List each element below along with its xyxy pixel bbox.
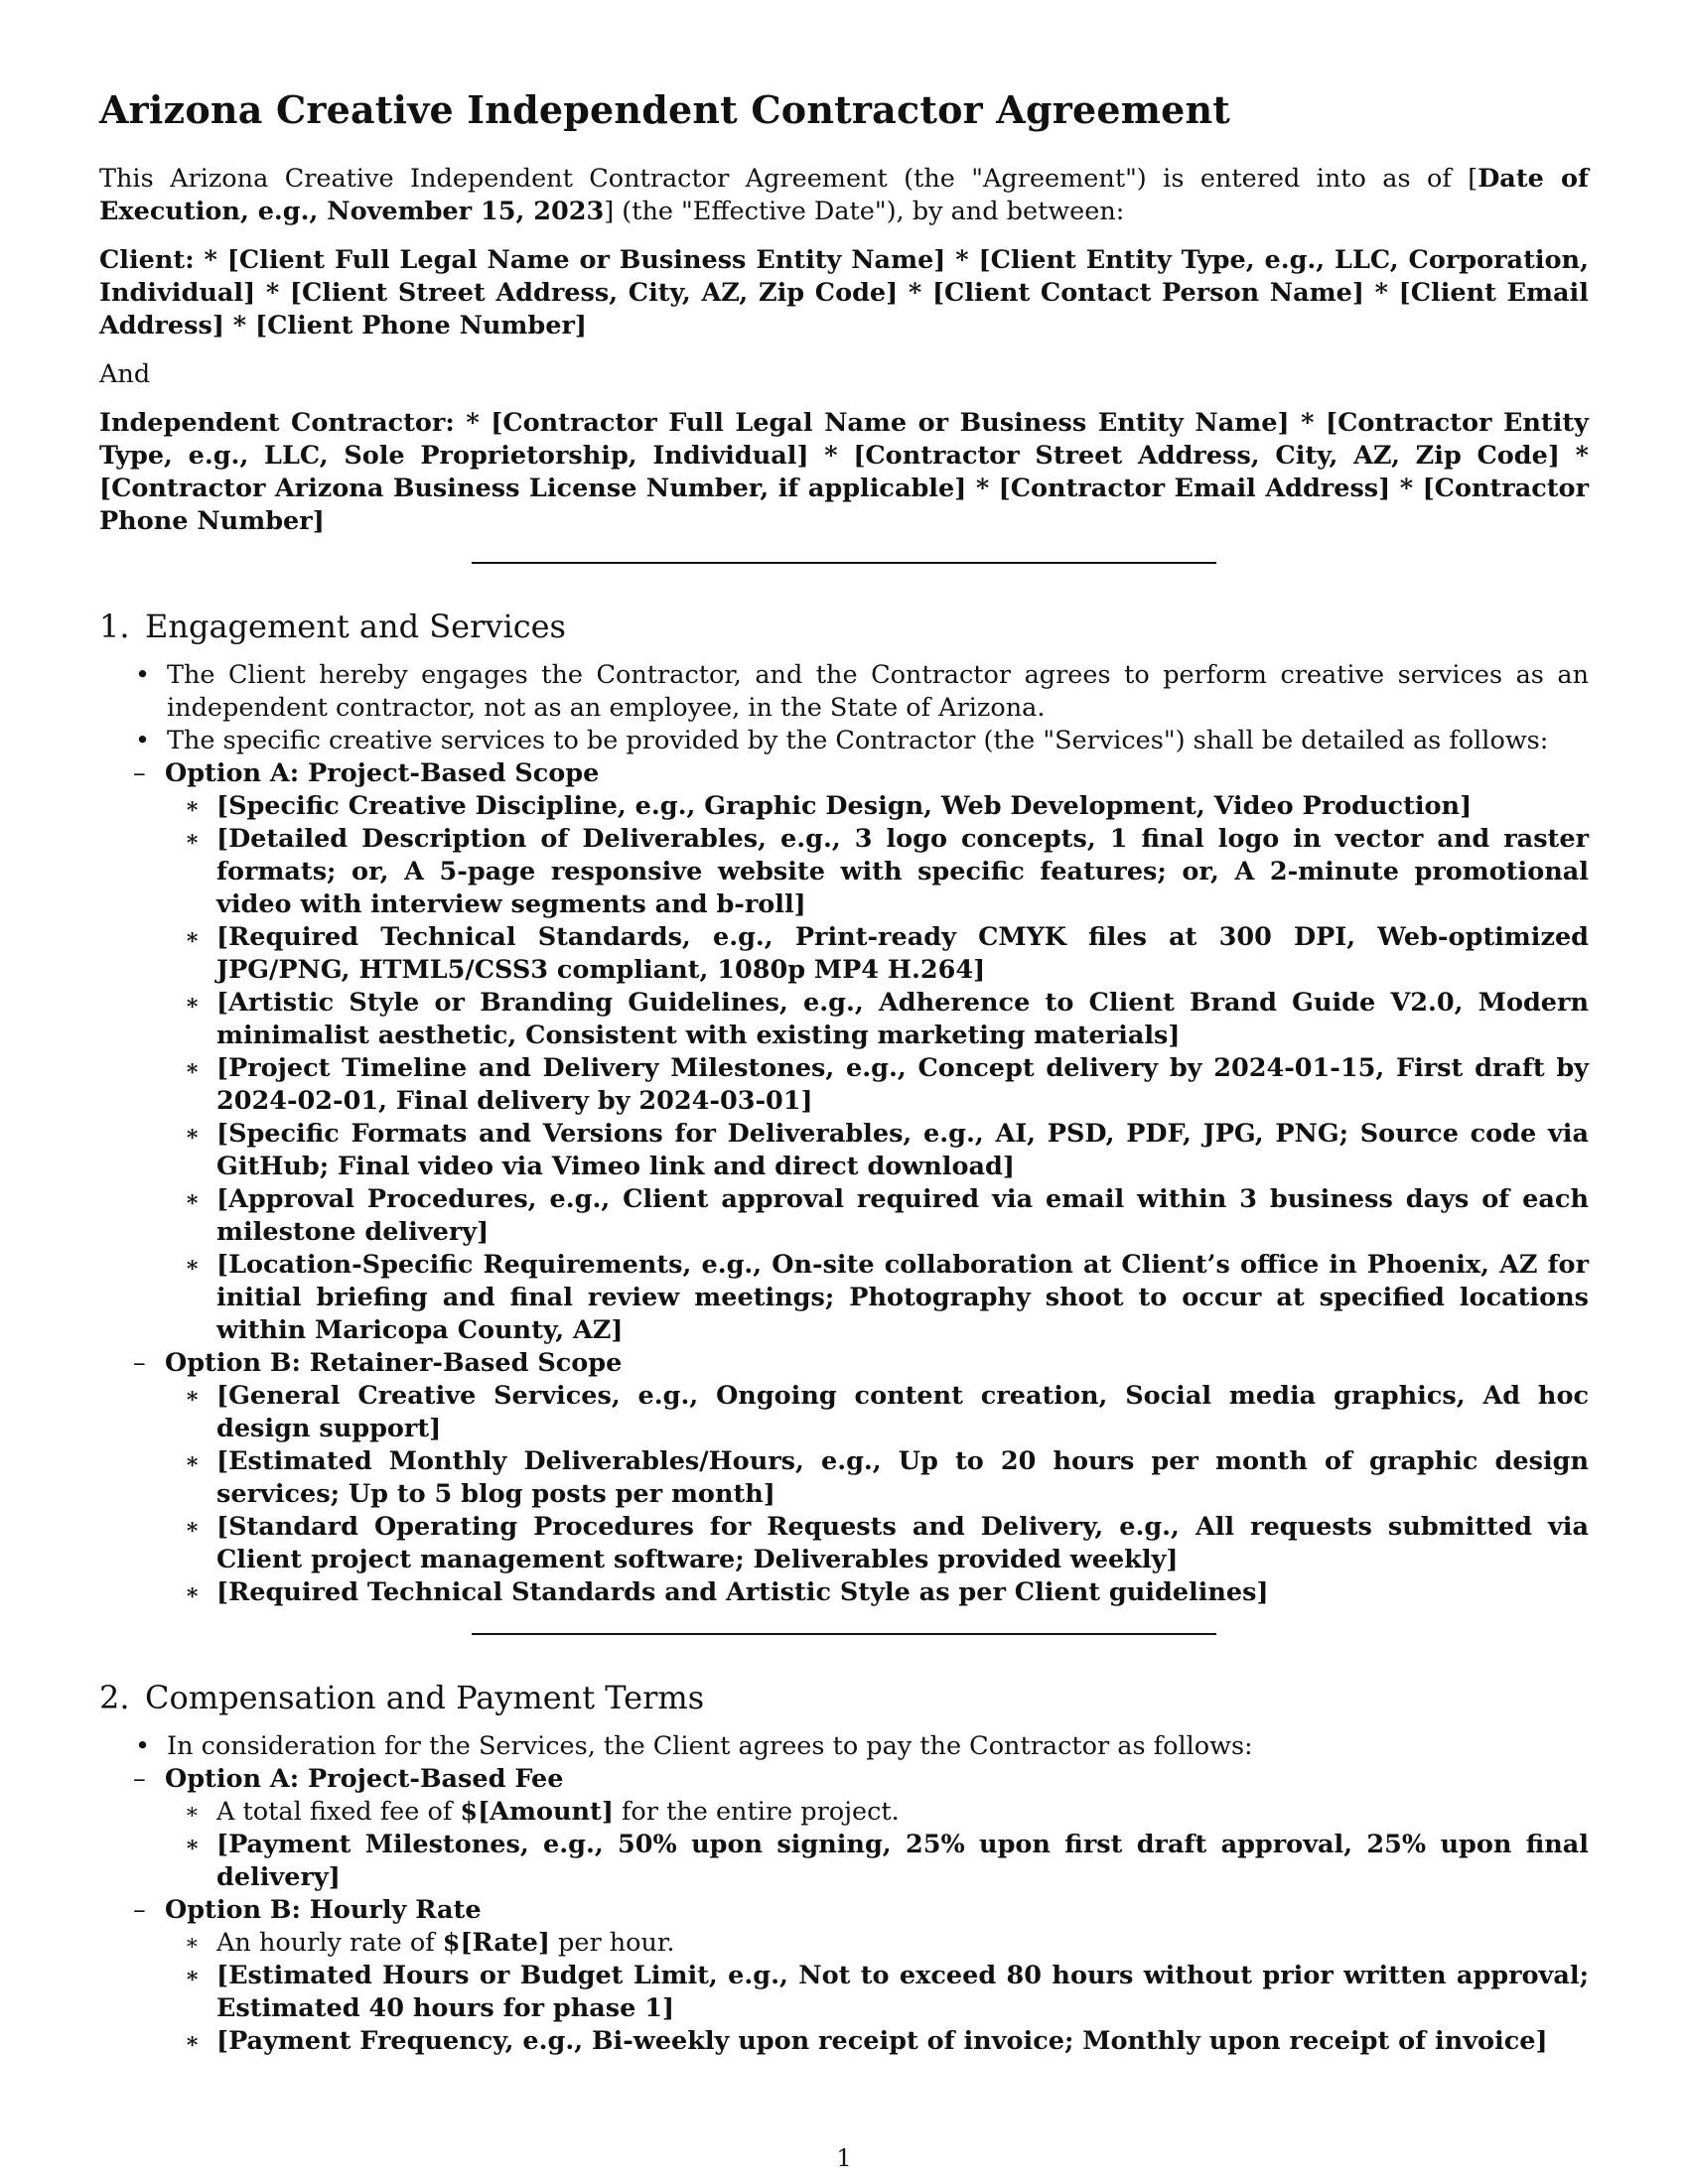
bracket-close: ] (933, 244, 946, 275)
sub-item-text: [Specific Creative Discipline, e.g., Graphic Design, Web Development, Video Production] (216, 790, 1473, 821)
star-marker: ∗ (185, 1832, 201, 1858)
bracket-open: [ (491, 407, 503, 438)
sub-item (185, 1052, 1589, 1118)
sub-item-text: [Project Timeline and Delivery Milestones, e.g., Concept delivery by 2024-01-15, First draft by 2024-02-01, Final delivery by 2024-03-01] (216, 1052, 1589, 1116)
star-marker: ∗ (185, 1447, 201, 1474)
star-marker: ∗ (185, 1800, 200, 1826)
bracket-close: ] (1378, 473, 1391, 503)
bracket-open: [ (226, 244, 239, 275)
star-marker: ∗ (185, 923, 201, 950)
bullet-marker: • (135, 1731, 151, 1762)
field-star: * (265, 277, 280, 308)
intro-text-end: ] (the "Effective Date"), by and between: (604, 196, 1125, 226)
party-field-placeholder: Contractor Email Address (1010, 473, 1379, 503)
sub-item (185, 1511, 1589, 1576)
option-a-title: Option A: Project-Based Fee (165, 1764, 564, 1795)
party-field-placeholder: Client Street Address, City, AZ, Zip Code (301, 277, 887, 308)
star-marker: ∗ (185, 1382, 201, 1409)
section-divider (472, 562, 1216, 564)
star-marker: ∗ (185, 1120, 201, 1147)
bracket-close: ] (1277, 407, 1290, 438)
dash-marker: – (133, 1764, 146, 1795)
sub-item-text: [Artistic Style or Branding Guidelines, e.g., Adherence to Client Brand Guide V2.0, Modern minimalist aesthetic, Consistent with existing marketing materials] (216, 987, 1589, 1050)
sub-item (185, 1445, 1589, 1511)
section-2-title: Compensation and Payment Terms (145, 1678, 705, 1716)
sub-item (185, 1576, 1589, 1609)
field-star: * (232, 310, 247, 341)
sub-item (185, 1380, 1589, 1445)
fee-text-end: for the entire project. (613, 1797, 900, 1828)
option-b-title: Option B: Hourly Rate (165, 1895, 482, 1926)
star-marker: ∗ (185, 1963, 201, 1989)
sub-item-text: [Detailed Description of Deliverables, e.g., 3 logo concepts, 1 final logo in vector and raster formats; or, A 5-page responsive website with specific features; or, A 2-minute promotional video with interview segments and b-roll] (216, 823, 1589, 919)
bracket-open: [ (978, 244, 991, 275)
sub-item (185, 2025, 1589, 2058)
list-item-text: In consideration for the Services, the Client agrees to pay the Contractor as follows: (167, 1731, 1253, 1762)
intro-paragraph (99, 163, 1589, 228)
option-b-list (165, 1380, 1589, 1609)
section-1-number: 1. (99, 607, 130, 645)
bracket-close: ] (243, 277, 256, 308)
document-title: Arizona Creative Independent Contractor Agreement (99, 87, 1231, 132)
option-b-item (133, 1347, 1589, 1609)
bracket-open: [ (289, 277, 302, 308)
party-field-placeholder: Client Entity Type, e.g., LLC, Corporation, Individual (99, 244, 1589, 308)
list-item-text: The Client hereby engages the Contractor, and the Contractor agrees to perform creative services as an independent contractor, not as an employee, in the State of Arizona. (167, 659, 1589, 723)
bracket-close: ] (211, 310, 224, 341)
section-1-title: Engagement and Services (145, 607, 566, 645)
and-text: And (99, 358, 151, 389)
sub-item (185, 1249, 1589, 1347)
sub-item-text: [Location-Specific Requirements, e.g., On-site collaboration at Client’s office in Phoenix, AZ for initial briefing and final review meetings; Photography shoot to occur at specified locations within Maricopa County, AZ] (216, 1249, 1589, 1345)
party-field-placeholder: Client Email Address (99, 277, 1589, 341)
bracket-open: [ (1326, 407, 1338, 438)
sub-item-text: [Specific Formats and Versions for Deliverables, e.g., AI, PSD, PDF, JPG, PNG; Source code via GitHub; Final video via Vimeo link and direct download] (216, 1118, 1589, 1181)
section-divider (472, 1633, 1216, 1635)
bracket-close: ] (312, 505, 325, 536)
star-marker: ∗ (185, 2028, 201, 2055)
sub-item-text: [Standard Operating Procedures for Requests and Delivery, e.g., All requests submitted via Client project management software; Deliverables provided weekly] (216, 1511, 1589, 1574)
sub-item-text: [Approval Procedures, e.g., Client approval required via email within 3 business days of each milestone delivery] (216, 1183, 1589, 1247)
star-marker: ∗ (185, 1185, 201, 1212)
rate-text-start: An hourly rate of (216, 1928, 443, 1959)
sub-item-text: [Estimated Hours or Budget Limit, e.g., Not to exceed 80 hours without prior written approval; Estimated 40 hours for phase 1] (216, 1961, 1589, 2024)
field-star: * (955, 244, 969, 275)
option-a-title: Option A: Project-Based Scope (165, 757, 600, 788)
party-field-placeholder: Contractor Phone Number (99, 473, 1590, 536)
sub-item (185, 1796, 1589, 1829)
bracket-open: [ (255, 310, 268, 341)
star-marker: ∗ (185, 1251, 201, 1278)
section-2-heading (99, 1679, 1589, 1716)
star-marker: ∗ (185, 1513, 201, 1540)
star-marker: ∗ (185, 1578, 201, 1605)
option-a-list (165, 790, 1589, 1347)
sub-item-text: [Required Technical Standards, e.g., Print-ready CMYK files at 300 DPI, Web-optimized JPG/PNG, HTML5/CSS3 compliant, 1080p MP4 H.264] (216, 921, 1589, 985)
fee-text-start: A total fixed fee of (216, 1797, 461, 1828)
party-field-placeholder: Client Phone Number (267, 310, 575, 341)
star-marker: ∗ (185, 1054, 201, 1081)
party-field-placeholder: Contractor Full Legal Name or Business Entity Name (502, 407, 1278, 438)
bracket-close: ] (886, 277, 899, 308)
sub-item (185, 1960, 1589, 2025)
section-2-list (99, 1730, 1589, 2058)
dash-marker: – (133, 1347, 146, 1378)
option-a-item (133, 757, 1589, 1347)
sub-item-text: [General Creative Services, e.g., Ongoing content creation, Social media graphics, Ad hoc design support] (216, 1380, 1589, 1443)
sub-item (185, 790, 1589, 823)
fee-amount-placeholder: $[Amount] (460, 1797, 614, 1828)
sub-item (185, 921, 1589, 987)
field-star: * (908, 277, 922, 308)
bracket-close: ] (574, 310, 587, 341)
page-number: 1 (836, 2144, 852, 2172)
field-star: * (204, 244, 217, 275)
party-field-placeholder: Contractor Street Address, City, AZ, Zip Code (865, 440, 1548, 471)
sub-item-text: [Estimated Monthly Deliverables/Hours, e.g., Up to 20 hours per month of graphic design services; Up to 5 blog posts per month] (216, 1445, 1589, 1509)
section-1-list (99, 659, 1589, 1609)
sub-item (185, 1118, 1589, 1183)
sub-item (185, 1183, 1589, 1249)
client-label: Client: (99, 244, 195, 275)
star-marker: ∗ (185, 989, 201, 1016)
section-2-options (133, 1763, 1589, 2058)
bullet-marker: • (135, 659, 151, 690)
option-a-list (165, 1796, 1589, 1894)
bracket-open: [ (931, 277, 945, 308)
bullet-marker: • (135, 725, 151, 755)
party-field-placeholder: Client Full Legal Name or Business Entity Name (238, 244, 934, 275)
bracket-open: [ (1398, 277, 1411, 308)
intro-text-start: This Arizona Creative Independent Contractor Agreement (the "Agreement") is entered into as of [ (99, 163, 1478, 194)
star-marker: ∗ (185, 792, 201, 819)
contractor-label: Independent Contractor: (99, 407, 455, 438)
section-1-heading (99, 608, 1589, 645)
sub-item (185, 1829, 1589, 1894)
party-field-placeholder: Contractor Entity Type, e.g., LLC, Sole Proprietorship, Individual (99, 407, 1589, 471)
field-star: * (1301, 407, 1315, 438)
option-b-list (165, 1927, 1589, 2058)
list-item (99, 725, 1589, 1609)
sub-item (185, 823, 1589, 921)
sub-item-text: [Required Technical Standards and Artistic Style as per Client guidelines] (216, 1576, 1269, 1607)
bracket-open: [ (998, 473, 1011, 503)
client-block (99, 244, 1589, 342)
bracket-close: ] (1547, 440, 1560, 471)
star-marker: ∗ (185, 825, 201, 852)
bracket-open: [ (99, 473, 112, 503)
contractor-block (99, 407, 1589, 538)
option-a-item (133, 1763, 1589, 1894)
section-2-number: 2. (99, 1678, 130, 1716)
field-star: * (975, 473, 990, 503)
section-1-options (133, 757, 1589, 1609)
payment-milestones: [Payment Milestones, e.g., 50% upon signing, 25% upon first draft approval, 25% upon final delivery] (216, 1830, 1589, 1893)
sub-item (185, 987, 1589, 1052)
list-item (99, 659, 1589, 725)
bracket-close: ] (1351, 277, 1364, 308)
party-field-placeholder: Contractor Arizona Business License Number, if applicable (111, 473, 955, 503)
field-star: * (466, 407, 480, 438)
rate-amount-placeholder: $[Rate] (442, 1928, 550, 1959)
field-star: * (1575, 440, 1589, 471)
field-star: * (1374, 277, 1388, 308)
option-b-item (133, 1894, 1589, 2058)
field-star: * (824, 440, 838, 471)
rate-text-end: per hour. (549, 1928, 675, 1959)
star-marker: ∗ (185, 1931, 200, 1957)
bracket-open: [ (1422, 473, 1435, 503)
bracket-close: ] (796, 440, 809, 471)
dash-marker: – (133, 1895, 146, 1926)
sub-item-text: [Payment Frequency, e.g., Bi-weekly upon receipt of invoice; Monthly upon receipt of invoice] (216, 2026, 1548, 2057)
party-field-placeholder: Client Contact Person Name (944, 277, 1352, 308)
execution-date-placeholder: Date of Execution, e.g., November 15, 2023 (99, 163, 1589, 226)
bracket-close: ] (954, 473, 967, 503)
sub-item (185, 1927, 1589, 1960)
field-star: * (1399, 473, 1414, 503)
dash-marker: – (133, 757, 146, 788)
bracket-open: [ (853, 440, 866, 471)
list-item (99, 1730, 1589, 2058)
client-fields (99, 245, 1589, 341)
option-b-title: Option B: Retainer-Based Scope (165, 1347, 623, 1378)
list-item-text: The specific creative services to be provided by the Contractor (the "Services") shall be detailed as follows: (167, 725, 1549, 755)
